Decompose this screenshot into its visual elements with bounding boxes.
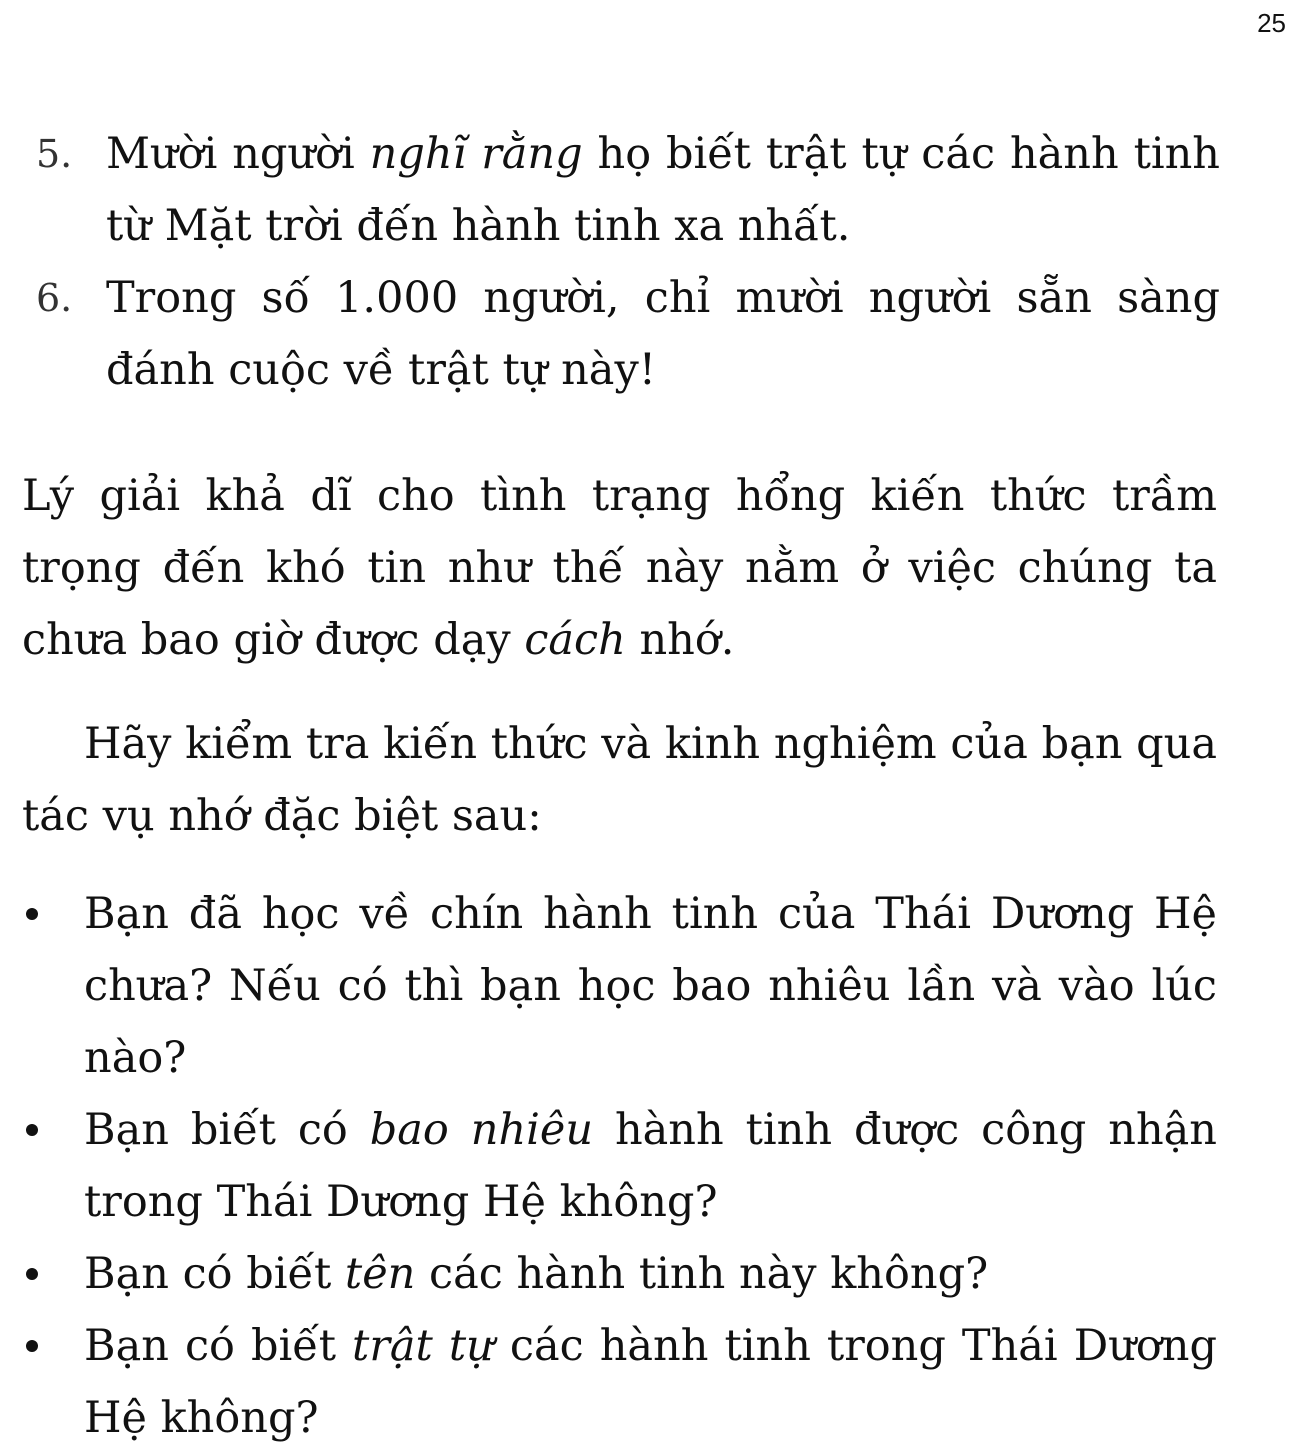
- paragraph-explanation: [22, 460, 1217, 676]
- bullet-icon: [26, 908, 38, 920]
- numbered-list: [30, 118, 1220, 406]
- item-text: Bạn đã học về chín hành tinh của Thái Dương Hệ chưa? Nếu có thì bạn học bao nhiêu lần và vào lúc nào?: [84, 889, 1217, 1083]
- list-number: 5.: [36, 132, 73, 176]
- italic-text: nghĩ rằng: [369, 129, 583, 179]
- item-text: Bạn có biết: [84, 1321, 353, 1371]
- list-number: 6.: [36, 276, 73, 320]
- bullet-item: [22, 878, 1217, 1094]
- item-text: Bạn biết có: [84, 1105, 370, 1155]
- item-text: các hành tinh trong Thái Dương Hệ không?: [84, 1321, 1218, 1443]
- item-text: các hành tinh này không?: [415, 1249, 989, 1299]
- italic-text: trật tự: [352, 1321, 494, 1371]
- italic-text: cách: [524, 615, 626, 665]
- paragraph-text: Lý giải khả dĩ cho tình trạng hổng kiến thức trầm trọng đến khó tin như thế này nằm ở việc chúng ta chưa bao giờ được dạy: [22, 471, 1217, 665]
- bullet-item: [22, 1238, 1217, 1310]
- bullet-item: [22, 1094, 1217, 1238]
- bullet-icon: [26, 1124, 38, 1136]
- item-text: Mười người: [106, 129, 370, 179]
- paragraph-text: nhớ.: [625, 615, 735, 665]
- item-text: Trong số 1.000 người, chỉ mười người sẵn sàng đánh cuộc về trật tự này!: [106, 273, 1220, 395]
- bullet-icon: [26, 1268, 38, 1280]
- paragraph-task-intro: [22, 708, 1217, 852]
- bullet-icon: [26, 1340, 38, 1352]
- item-text: họ biết trật tự các hành tinh từ Mặt trời đến hành tinh xa nhất.: [106, 129, 1220, 251]
- italic-text: bao nhiêu: [369, 1105, 594, 1155]
- paragraph-text: Hãy kiểm tra kiến thức và kinh nghiệm của bạn qua tác vụ nhớ đặc biệt sau:: [22, 719, 1217, 841]
- bullet-list: [22, 878, 1217, 1454]
- numbered-item-6: [30, 262, 1220, 406]
- item-text: hành tinh được công nhận trong Thái Dương Hệ không?: [84, 1105, 1217, 1227]
- item-text: Bạn có biết: [84, 1249, 345, 1299]
- page-number: 25: [1257, 8, 1286, 38]
- italic-text: tên: [344, 1249, 416, 1299]
- numbered-item-5: [30, 118, 1220, 262]
- bullet-item: [22, 1310, 1217, 1454]
